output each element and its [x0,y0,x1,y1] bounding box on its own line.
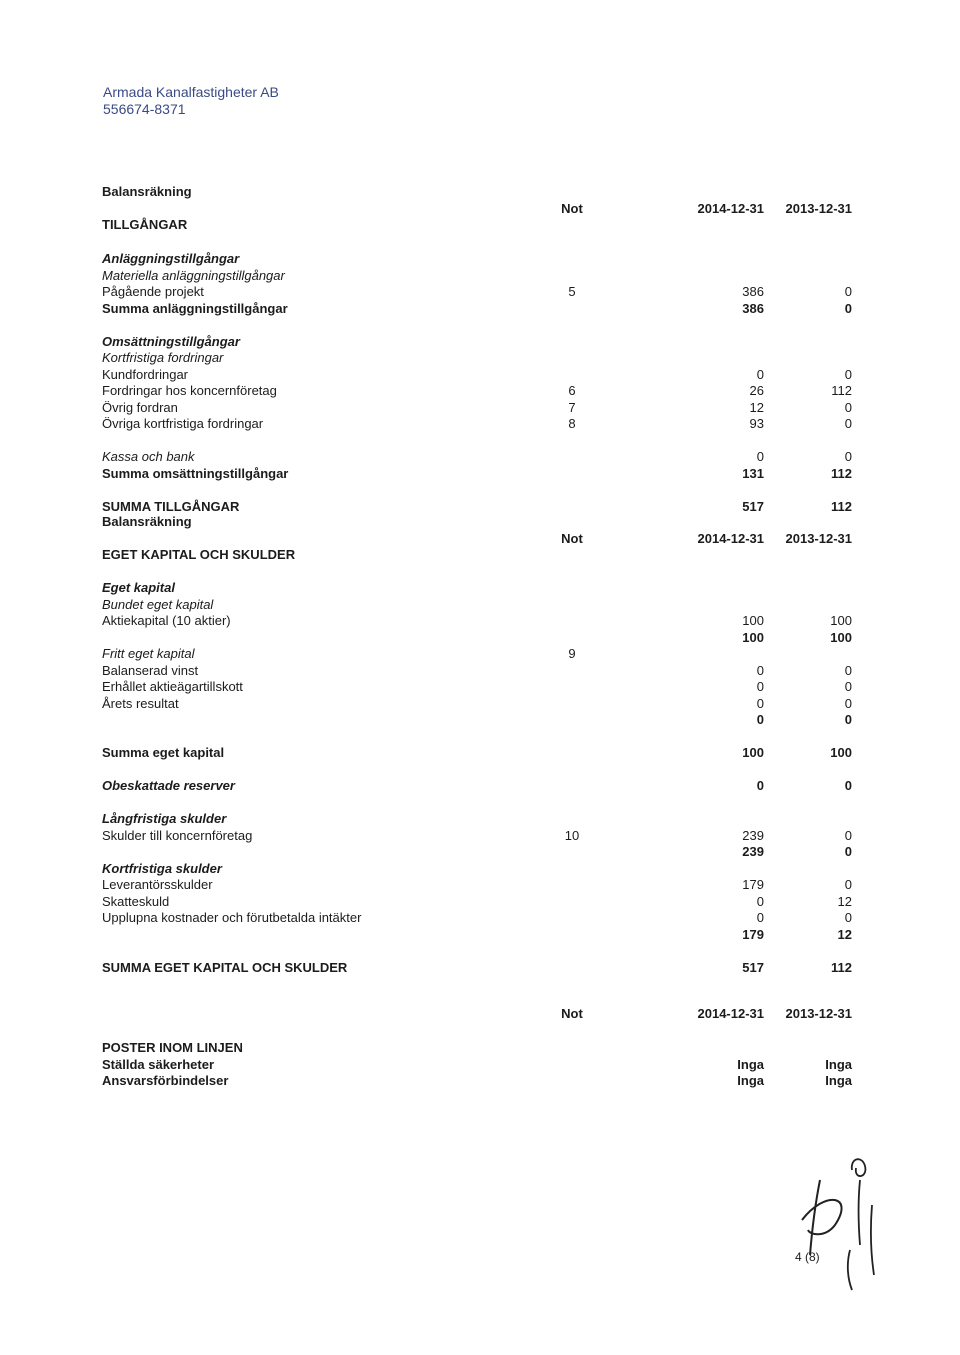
table-row [0,613,960,630]
table-row [0,580,960,597]
row-value-current: Inga [737,1056,764,1072]
row-value-previous: 0 [844,449,852,464]
row-label: SUMMA TILLGÅNGAR [102,498,240,514]
row-label: Ansvarsförbindelser [102,1073,229,1088]
table-row [0,466,960,483]
table-row [0,499,960,516]
row-value-previous: 0 [844,366,852,382]
equity-heading: EGET KAPITAL OCH SKULDER [102,547,296,562]
col-note-header: Not [561,1006,583,1021]
row-value-current: 386 [742,284,764,299]
row-value-previous: 0 [844,910,852,925]
row-label: Pågående projekt [102,284,204,299]
row-note: 7 [568,399,576,415]
col-previous-header: 2013-12-31 [785,201,852,216]
row-value-current: 0 [756,695,764,711]
row-value-current: 100 [742,613,764,628]
row-label: Långfristiga skulder [102,811,227,826]
row-value-previous: 0 [844,827,852,843]
row-value-current: 0 [756,449,764,464]
table-row [0,877,960,894]
row-label: Övrig fordran [102,399,178,415]
assets-heading-line [0,217,960,234]
table-row [0,301,960,318]
row-label: Eget kapital [102,580,175,595]
company-name: Armada Kanalfastigheter AB [103,84,279,100]
row-value-current: 179 [742,926,764,942]
row-value-previous: 0 [844,679,852,694]
row-label: Kassa och bank [102,449,195,464]
company-header [103,84,279,118]
row-value-previous: 0 [844,712,852,727]
equity-title: Balansräkning [102,514,192,529]
row-label: Kundfordringar [102,366,188,382]
row-value-current: 100 [742,629,764,645]
row-label: Övriga kortfristiga fordringar [102,416,264,431]
row-note: 6 [568,383,576,398]
table-row [0,861,960,878]
row-value-current: 0 [756,366,764,382]
table-row [0,828,960,845]
row-value-previous: 112 [831,959,852,975]
row-label: Fordringar hos koncernföretag [102,383,277,398]
col-note-header: Not [561,201,583,216]
col-current-header: 2014-12-31 [697,201,764,216]
table-row [0,630,960,647]
table-row [0,383,960,400]
table-row [0,268,960,285]
row-value-current: 0 [756,778,764,793]
row-value-previous: 0 [844,399,852,415]
row-label: Summa omsättningstillgångar [102,465,289,481]
row-value-previous: 0 [844,844,852,859]
col-note-header: Not [561,531,583,546]
row-label: Aktiekapital (10 aktier) [102,613,231,628]
row-label: Materiella anläggningstillgångar [102,267,285,283]
row-value-previous: 0 [844,778,852,793]
row-note: 10 [564,827,580,843]
table-row [0,927,960,944]
row-label: POSTER INOM LINJEN [102,1040,243,1055]
row-value-current: Inga [737,1073,764,1088]
row-label: Balanserad vinst [102,662,199,678]
table-row [0,350,960,367]
row-value-current: 100 [742,745,764,760]
row-value-previous: 112 [831,498,852,514]
row-value-current: 0 [756,910,764,925]
table-row [0,251,960,268]
row-value-previous: Inga [825,1073,852,1088]
row-value-current: 239 [742,827,764,843]
row-value-previous: 12 [837,893,852,909]
row-label: SUMMA EGET KAPITAL OCH SKULDER [102,959,348,975]
assets-title-line [0,184,960,201]
assets-title: Balansräkning [102,184,192,199]
row-label: Fritt eget kapital [102,646,195,661]
row-value-previous: 0 [844,662,852,678]
table-row [0,894,960,911]
signature-initials [780,1150,890,1300]
row-value-previous: 100 [830,613,852,628]
equity-title-line [0,514,960,531]
row-value-current: 12 [749,399,764,415]
row-value-current: 179 [742,877,764,892]
org-number: 556674-8371 [103,101,186,117]
row-value-previous: 100 [830,745,852,760]
row-label: Skatteskuld [102,893,170,909]
row-label: Erhållet aktieägartillskott [102,679,243,694]
row-value-previous: 112 [831,383,852,398]
table-row [0,449,960,466]
assets-column-header [0,201,960,218]
row-value-current: 517 [742,498,764,514]
row-value-current: 0 [756,679,764,694]
table-row [0,1057,960,1074]
offbalance-column-header [0,1006,960,1023]
table-row [0,778,960,795]
row-value-current: 131 [742,465,764,481]
row-value-current: 386 [742,300,764,316]
row-label: Bundet eget kapital [102,596,214,612]
table-row [0,284,960,301]
assets-heading: TILLGÅNGAR [102,217,188,232]
table-row [0,646,960,663]
row-label: Årets resultat [102,695,179,711]
row-label: Obeskattade reserver [102,778,235,793]
table-row [0,910,960,927]
row-value-current: 517 [742,959,764,975]
table-row [0,844,960,861]
table-row [0,811,960,828]
row-label: Anläggningstillgångar [102,251,240,266]
row-label: Leverantörsskulder [102,877,213,892]
row-value-current: 26 [749,383,764,398]
col-previous-header: 2013-12-31 [785,531,852,546]
row-value-previous: 100 [830,629,852,645]
row-value-current: 239 [742,844,764,859]
table-row [0,400,960,417]
row-label: Kortfristiga fordringar [102,350,224,365]
equity-column-header [0,531,960,548]
row-value-previous: 12 [837,926,852,942]
row-value-previous: Inga [825,1056,852,1072]
row-label: Summa anläggningstillgångar [102,300,288,316]
table-row [0,416,960,433]
row-note: 9 [568,646,576,661]
row-value-current: 0 [756,662,764,678]
table-row [0,745,960,762]
row-value-current: 93 [749,416,764,431]
row-value-previous: 112 [831,465,852,481]
page-number: 4 (8) [795,1250,820,1264]
table-row [0,663,960,680]
row-label: Upplupna kostnader och förutbetalda intäkter [102,910,362,925]
row-value-previous: 0 [844,300,852,316]
col-current-header: 2014-12-31 [697,1006,764,1021]
row-note: 8 [568,416,576,431]
row-value-previous: 0 [844,416,852,431]
table-row [0,1073,960,1090]
row-note: 5 [568,284,576,299]
table-row [0,679,960,696]
row-value-current: 0 [756,893,764,909]
table-row [0,1040,960,1057]
table-row [0,367,960,384]
row-value-previous: 0 [844,695,852,711]
col-previous-header: 2013-12-31 [785,1006,852,1021]
row-label: Skulder till koncernföretag [102,827,253,843]
table-row [0,334,960,351]
row-label: Kortfristiga skulder [102,860,222,876]
row-value-previous: 0 [844,877,852,892]
table-row [0,712,960,729]
table-row [0,597,960,614]
equity-heading-line [0,547,960,564]
row-label: Summa eget kapital [102,745,225,760]
col-current-header: 2014-12-31 [697,531,764,546]
row-value-previous: 0 [844,284,852,299]
row-label: Omsättningstillgångar [102,333,240,349]
row-value-current: 0 [756,712,764,727]
row-label: Ställda säkerheter [102,1056,215,1072]
table-row [0,960,960,977]
table-row [0,696,960,713]
